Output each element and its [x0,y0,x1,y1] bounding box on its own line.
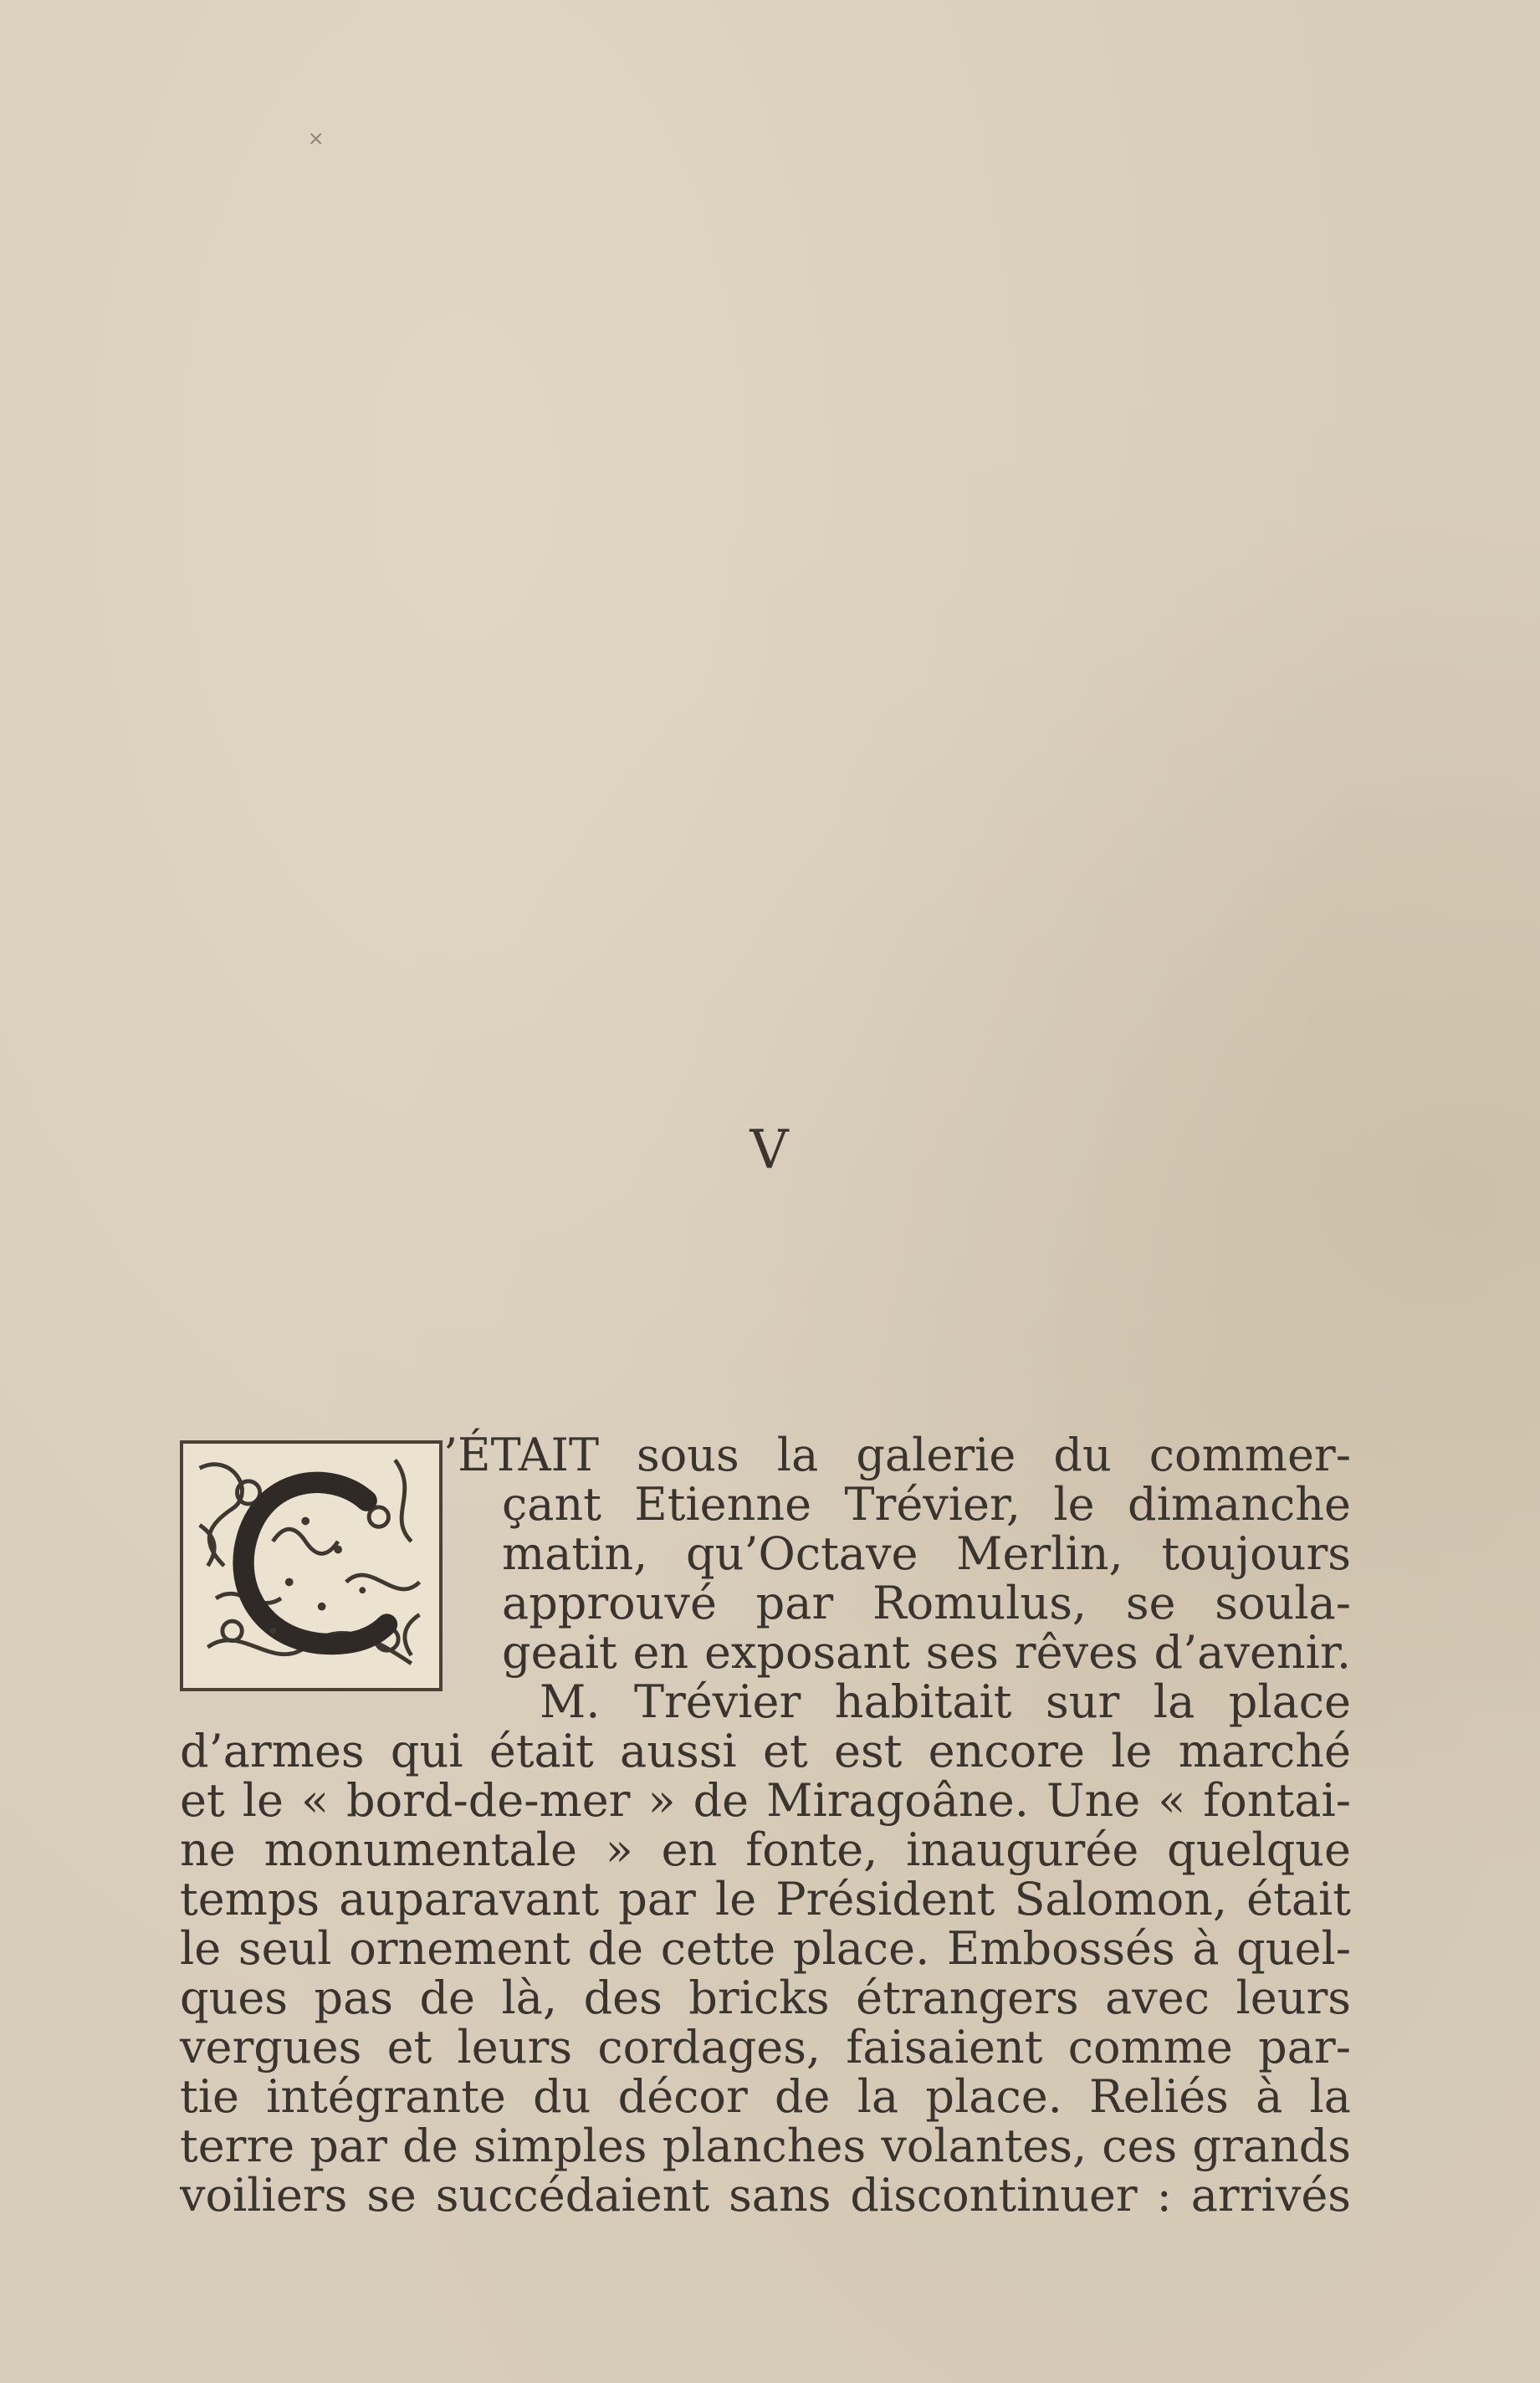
text-line: voiliers se succédaient sans discontinuer : arrivés [180,2169,1351,2222]
text-line: tie intégrante du décor de la place. Reliés à la [180,2070,1351,2123]
chapter-number: V [750,1119,790,1181]
text-line: matin, qu’Octave Merlin, toujours [502,1527,1351,1580]
ornament-pattern-icon [183,1444,439,1688]
text-line: le seul ornement de cette place. Embossés à quel- [180,1922,1351,1975]
text-line: et le « bord-de-mer » de Miragoâne. Une « fontai- [180,1774,1351,1827]
text-line: çant Etienne Trévier, le dimanche [502,1478,1351,1531]
ink-speck: ˟ [310,126,323,165]
text-line: ques pas de là, des bricks étrangers avec leurs [180,1971,1351,2024]
text-line: vergues et leurs cordages, faisaient comme par- [180,2021,1351,2074]
ornamental-drop-cap [180,1440,443,1691]
text-line: terre par de simples planches volantes, ces grands [180,2120,1351,2172]
text-line: geait en exposant ses rêves d’avenir. [502,1626,1351,1679]
text-line: d’armes qui était aussi et est encore le marché [180,1725,1351,1777]
text-line: ’ÉTAIT sous la galerie du commer- [443,1429,1351,1481]
text-line: approuvé par Romulus, se soula- [502,1577,1351,1629]
text-line: M. Trévier habitait sur la place [540,1675,1351,1728]
text-line: temps auparavant par le Président Salomon, était [180,1873,1351,1925]
text-line: ne monumentale » en fonte, inaugurée quelque [180,1823,1351,1876]
chapter-text [180,1430,1351,2220]
